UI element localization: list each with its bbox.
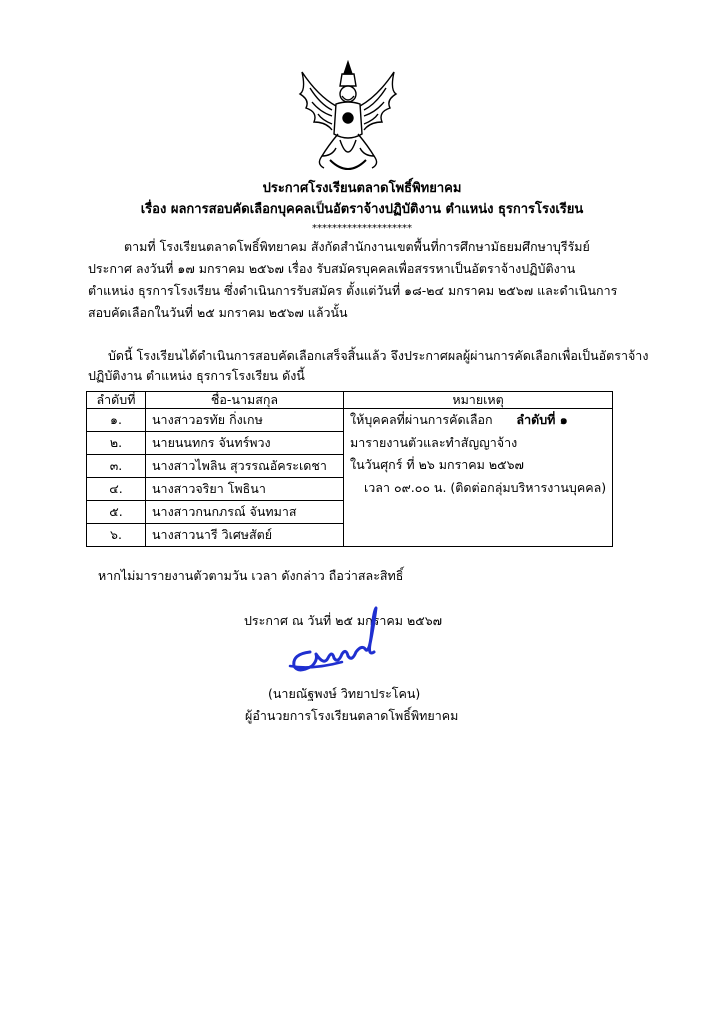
signer-position: ผู้อำนวยการโรงเรียนตลาดโพธิ์พิทยาคม bbox=[245, 708, 459, 723]
paragraph-1-line: ตามที่ โรงเรียนตลาดโพธิ์พิทยาคม สังกัดสำนักงานเขตพื้นที่การศึกษามัธยมศึกษาบุรีรัมย์ bbox=[124, 239, 590, 254]
garuda-emblem-icon bbox=[292, 60, 404, 180]
paragraph-2-line: ปฏิบัติงาน ตำแหน่ง ธุรการโรงเรียน ดังนี้ bbox=[88, 368, 305, 383]
remark-line-3: ในวันศุกร์ ที่ ๒๖ มกราคม ๒๕๖๗ bbox=[350, 457, 524, 472]
title-divider: ******************** bbox=[312, 223, 412, 234]
row-order: ๓. bbox=[87, 455, 146, 478]
table-row bbox=[87, 409, 613, 432]
remark-rank: ลำดับที่ ๑ bbox=[516, 412, 568, 427]
results-table bbox=[86, 391, 613, 547]
paragraph-2-line: บัดนี้ โรงเรียนได้ดำเนินการสอบคัดเลือกเสร็จสิ้นแล้ว จึงประกาศผลผู้ผ่านการคัดเลือกเพื่อเป็นอัตราจ้าง bbox=[108, 348, 649, 363]
row-name: นางสาวจริยา โพธินา bbox=[146, 478, 344, 501]
row-order: ๖. bbox=[87, 524, 146, 547]
row-name: นางสาวนารี วิเศษสัตย์ bbox=[146, 524, 344, 547]
row-name: นายนนทกร จันทร์พวง bbox=[146, 432, 344, 455]
row-name: นางสาวไพลิน สุวรรณอัคระเดชา bbox=[146, 455, 344, 478]
remark-line-2: มารายงานตัวและทำสัญญาจ้าง bbox=[350, 434, 518, 450]
column-header-name: ชื่อ-นามสกุล bbox=[146, 392, 344, 409]
forfeit-note bbox=[98, 565, 658, 587]
table-header-row bbox=[87, 392, 613, 409]
signer-name: (นายณัฐพงษ์ วิทยาประโคน) bbox=[268, 686, 421, 701]
column-header-remark: หมายเหตุ bbox=[344, 392, 613, 409]
remark-text: ให้บุคคลที่ผ่านการคัดเลือก bbox=[350, 412, 493, 427]
remark-line-4: เวลา ๐๙.๐๐ น. (ติดต่อกลุ่มบริหารงานบุคคล) bbox=[364, 479, 607, 495]
paragraph-1-line: ประกาศ ลงวันที่ ๑๗ มกราคม ๒๕๖๗ เรื่อง รับสมัครบุคคลเพื่อสรรหาเป็นอัตราจ้างปฏิบัติงาน bbox=[88, 261, 576, 276]
row-name: นางสาวกนกภรณ์ จันทมาส bbox=[146, 501, 344, 524]
row-order: ๕. bbox=[87, 501, 146, 524]
announcement-date: ประกาศ ณ วันที่ ๒๕ มกราคม ๒๕๖๗ bbox=[244, 613, 443, 628]
row-order: ๔. bbox=[87, 478, 146, 501]
row-name: นางสาวอรทัย กิ่งเกษ bbox=[146, 409, 344, 432]
document-title: ประกาศโรงเรียนตลาดโพธิ์พิทยาคม bbox=[262, 181, 462, 196]
remark-line-1 bbox=[350, 409, 606, 432]
paragraph-1-line: สอบคัดเลือกในวันที่ ๒๕ มกราคม ๒๕๖๗ แล้วนั้น bbox=[88, 305, 348, 320]
paragraph-1 bbox=[88, 236, 648, 324]
document-subject: เรื่อง ผลการสอบคัดเลือกบุคคลเป็นอัตราจ้างปฏิบัติงาน ตำแหน่ง ธุรการโรงเรียน bbox=[140, 202, 584, 217]
paragraph-2 bbox=[88, 345, 648, 385]
handwritten-signature bbox=[282, 600, 392, 680]
forfeit-note-text: หากไม่มารายงานตัวตามวัน เวลา ดังกล่าว ถือว่าสละสิทธิ์ bbox=[98, 568, 404, 583]
column-header-order: ลำดับที่ bbox=[87, 392, 146, 409]
row-order: ๒. bbox=[87, 432, 146, 455]
row-order: ๑. bbox=[87, 409, 146, 432]
paragraph-1-line: ตำแหน่ง ธุรการโรงเรียน ซึ่งดำเนินการรับสมัคร ตั้งแต่วันที่ ๑๘-๒๔ มกราคม ๒๕๖๗ และดำเนินการ bbox=[88, 283, 618, 298]
remark-cell bbox=[344, 409, 613, 547]
